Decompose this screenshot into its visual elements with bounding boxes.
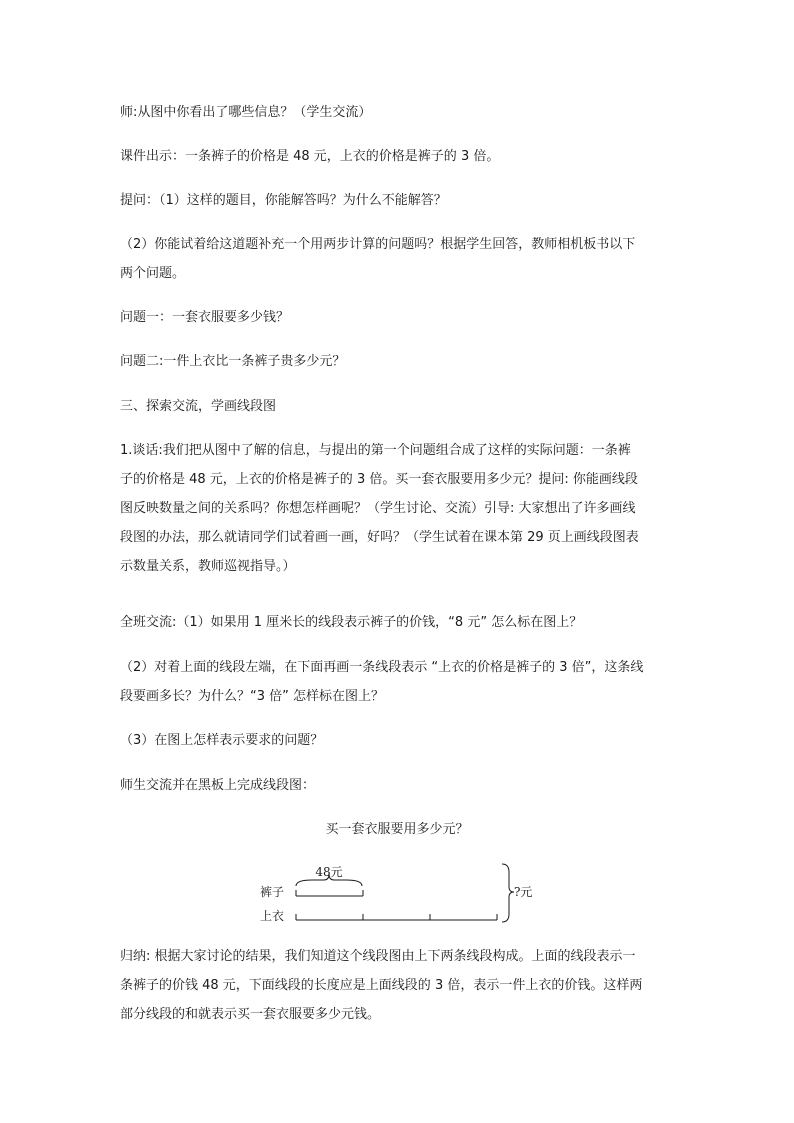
paragraph-exchange-2: [120, 653, 680, 711]
section-heading: 三、探索交流，学画线段图: [120, 399, 277, 414]
paragraph-line: 部分线段的和就表示买一套衣服要多少元钱。: [120, 1007, 381, 1022]
paragraph-exchange-3: （3）在图上怎样表示要求的问题？: [120, 733, 324, 748]
total-brace: [502, 864, 514, 922]
paragraph-line: （2）你能试着给这道题补充一个用两步计算的问题吗？根据学生回答，教师相机板书以下: [120, 237, 636, 252]
pants-value-label: 48元: [315, 865, 343, 879]
shirt-row-label: 上衣: [260, 909, 285, 923]
paragraph-line: 子的价格是 48 元，上衣的价格是裤子的 3 倍。买一套衣服要用多少元？提问: 你能画线段: [120, 472, 638, 487]
paragraph-line: 两个问题。: [120, 266, 186, 281]
paragraph-question-1: 提问：（1）这样的题目，你能解答吗？为什么不能解答？: [120, 193, 447, 208]
paragraph-line: 条裤子的价钱 48 元，下面线段的长度应是上面线段的 3 倍，表示一件上衣的价钱。这样两: [120, 978, 643, 993]
paragraph-line: 归纳: 根据大家讨论的结果，我们知道这个线段图由上下两条线段构成。上面的线段表示一: [120, 949, 636, 964]
paragraph-line: 1.谈话:我们把从图中了解的信息，与提出的第一个问题组合成了这样的实际问题：一条裤: [120, 443, 631, 458]
paragraph-summary: [120, 942, 680, 1029]
pants-brace: [296, 874, 362, 886]
paragraph-courseware: 课件出示：一条裤子的价格是 48 元，上衣的价格是裤子的 3 倍。: [120, 149, 500, 164]
paragraph-problem-one: 问题一：一套衣服要多少钱？: [120, 310, 290, 325]
paragraph-line: 段要画多长？为什么？“3 倍” 怎样标在图上？: [120, 689, 385, 704]
paragraph-problem-two: 问题二:一件上衣比一条裤子贵多少元？: [120, 354, 346, 369]
diagram-segments: [296, 890, 497, 920]
paragraph-teacher-question: 师:从图中你看出了哪些信息？（学生交流）: [120, 105, 372, 120]
paragraph-class-exchange: 全班交流:（1）如果用 1 厘米长的线段表示裤子的价钱，“8 元” 怎么标在图上？: [120, 615, 583, 630]
paragraph-question-2: [120, 230, 680, 288]
pants-row-label: 裤子: [260, 885, 285, 899]
paragraph-line: 示数量关系，教师巡视指导。）: [120, 559, 296, 574]
paragraph-line: 段图的办法，那么就请同学们试着画一画，好吗？（学生试着在课本第 29 页上画线段图表: [120, 530, 639, 545]
paragraph-line: （2）对着上面的线段左端，在下面再画一条线段表示 “上衣的价格是裤子的 3 倍”，这条线: [120, 660, 644, 675]
total-question-label: ?元: [514, 885, 533, 899]
line-segment-diagram: [0, 850, 794, 940]
paragraph-discussion: [120, 436, 680, 581]
paragraph-line: 图反映数量之间的关系吗？你想怎样画呢？（学生讨论、交流）引导: 大家想出了许多画线: [120, 501, 636, 516]
paragraph-blackboard: 师生交流并在黑板上完成线段图：: [120, 778, 316, 793]
diagram-title: 买一套衣服要用多少元？: [325, 822, 469, 837]
